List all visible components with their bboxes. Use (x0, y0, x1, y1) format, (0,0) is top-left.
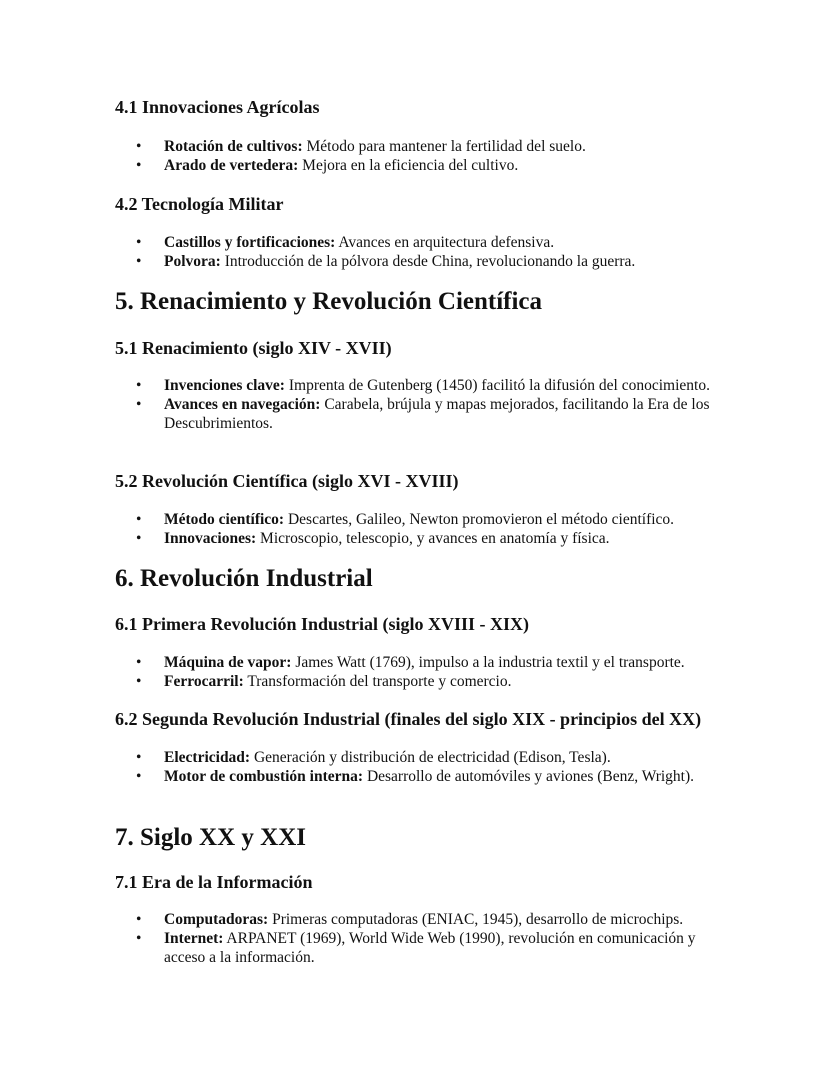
item-term: Internet: (164, 930, 224, 947)
item-text: Primeras computadoras (ENIAC, 1945), desarrollo de microchips. (268, 911, 684, 928)
list-item (136, 252, 716, 271)
section-heading: 6.1 Primera Revolución Industrial (siglo XVIII - XIX) (115, 614, 529, 634)
list-item (136, 748, 716, 767)
list-item (136, 672, 716, 691)
item-term: Polvora: (164, 253, 221, 270)
item-term: Ferrocarril: (164, 673, 244, 690)
list-item (136, 653, 716, 672)
list-item (136, 137, 716, 156)
item-term: Computadoras: (164, 911, 269, 928)
list-item (136, 376, 716, 395)
bullet-icon: • (136, 911, 142, 928)
section-heading: 5.2 Revolución Científica (siglo XVI - XVIII) (115, 471, 459, 491)
item-term: Motor de combustión interna: (164, 768, 364, 785)
bullet-list (136, 233, 716, 271)
bullet-icon: • (136, 157, 142, 174)
bullet-list (136, 376, 716, 433)
item-text: James Watt (1769), impulso a la industria textil y el transporte. (291, 654, 685, 671)
item-term: Innovaciones: (164, 530, 257, 547)
bullet-list (136, 748, 716, 786)
list-item (136, 767, 716, 786)
item-text: Generación y distribución de electricidad (Edison, Tesla). (250, 749, 611, 766)
section-heading: 7.1 Era de la Información (115, 872, 313, 892)
item-term: Invenciones clave: (164, 377, 285, 394)
bullet-icon: • (136, 530, 142, 547)
item-term: Electricidad: (164, 749, 251, 766)
item-text: Carabela, brújula y mapas mejorados, facilitando la Era de los Descubrimientos. (164, 396, 710, 432)
item-term: Máquina de vapor: (164, 654, 292, 671)
item-term: Avances en navegación: (164, 396, 321, 413)
list-item (136, 156, 716, 175)
item-text: Mejora en la eficiencia del cultivo. (298, 157, 519, 174)
item-text: Imprenta de Gutenberg (1450) facilitó la difusión del conocimiento. (284, 377, 710, 394)
bullet-list (136, 653, 716, 691)
bullet-icon: • (136, 253, 142, 270)
chapter-heading: 5. Renacimiento y Revolución Científica (115, 288, 543, 315)
bullet-list (136, 910, 716, 967)
bullet-icon: • (136, 930, 142, 947)
chapter-heading: 7. Siglo XX y XXI (115, 824, 306, 851)
section-heading: 5.1 Renacimiento (siglo XIV - XVII) (115, 338, 392, 358)
list-item (136, 929, 716, 967)
item-term: Rotación de cultivos: (164, 138, 303, 155)
bullet-icon: • (136, 234, 142, 251)
bullet-icon: • (136, 396, 142, 413)
list-item (136, 510, 716, 529)
item-text: Avances en arquitectura defensiva. (335, 234, 555, 251)
bullet-icon: • (136, 673, 142, 690)
list-item (136, 233, 716, 252)
item-text: ARPANET (1969), World Wide Web (1990), revolución en comunicación y acceso a la información. (164, 930, 696, 966)
bullet-icon: • (136, 654, 142, 671)
item-term: Arado de vertedera: (164, 157, 299, 174)
item-text: Transformación del transporte y comercio. (243, 673, 512, 690)
item-term: Castillos y fortificaciones: (164, 234, 336, 251)
bullet-icon: • (136, 768, 142, 785)
bullet-icon: • (136, 138, 142, 155)
item-text: Descartes, Galileo, Newton promovieron el método científico. (284, 511, 675, 528)
item-term: Método científico: (164, 511, 285, 528)
section-heading: 4.1 Innovaciones Agrícolas (115, 97, 320, 117)
bullet-list (136, 510, 716, 548)
item-text: Método para mantener la fertilidad del suelo. (302, 138, 586, 155)
item-text: Microscopio, telescopio, y avances en anatomía y física. (256, 530, 610, 547)
item-text: Introducción de la pólvora desde China, revolucionando la guerra. (220, 253, 636, 270)
chapter-heading: 6. Revolución Industrial (115, 565, 373, 592)
bullet-icon: • (136, 511, 142, 528)
section-heading: 4.2 Tecnología Militar (115, 194, 284, 214)
bullet-icon: • (136, 749, 142, 766)
bullet-list (136, 137, 716, 175)
list-item (136, 910, 716, 929)
item-text: Desarrollo de automóviles y aviones (Benz, Wright). (363, 768, 695, 785)
bullet-icon: • (136, 377, 142, 394)
list-item (136, 529, 716, 548)
section-heading: 6.2 Segunda Revolución Industrial (finales del siglo XIX - principios del XX) (115, 709, 702, 729)
list-item (136, 395, 716, 433)
